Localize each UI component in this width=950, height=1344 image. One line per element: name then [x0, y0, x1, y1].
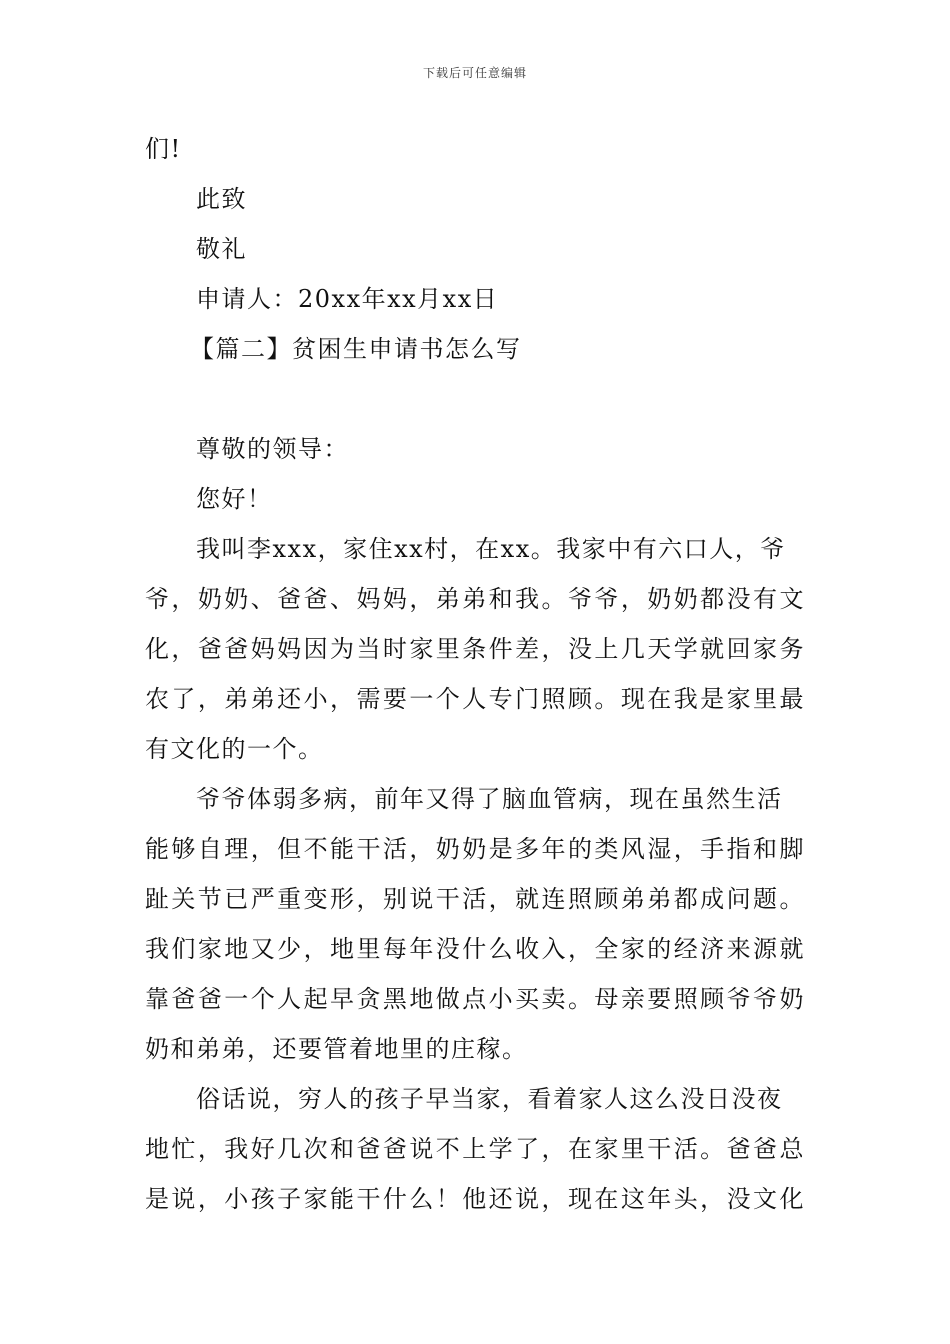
greeting-line: 尊敬的领导： [196, 435, 349, 463]
paragraph-line: 我们家地又少，地里每年没什么收入，全家的经济来源就 [145, 935, 805, 963]
section-heading: 【篇二】贫困生申请书怎么写 [190, 335, 522, 363]
applicant-line: 申请人：20xx年xx月xx日 [196, 285, 499, 313]
paragraph-line: 农了，弟弟还小，需要一个人专门照顾。现在我是家里最 [145, 685, 805, 713]
paragraph-line: 爷爷体弱多病，前年又得了脑血管病，现在虽然生活 [196, 785, 783, 813]
paragraph-line: 化，爸爸妈妈因为当时家里条件差，没上几天学就回家务 [145, 635, 805, 663]
closing-line: 此致 [196, 185, 247, 213]
page-header: 下载后可任意编辑 [422, 66, 527, 80]
paragraph-line: 能够自理，但不能干活，奶奶是多年的类风湿，手指和脚 [145, 835, 805, 863]
paragraph-line: 我叫李xxx，家住xx村，在xx。我家中有六口人，爷 [196, 535, 786, 563]
text-line: 们! [145, 135, 182, 163]
greeting-line: 您好！ [196, 485, 273, 513]
salutation-line: 敬礼 [196, 235, 247, 263]
paragraph-line: 地忙，我好几次和爸爸说不上学了，在家里干活。爸爸总 [145, 1135, 805, 1163]
paragraph-line: 爷，奶奶、爸爸、妈妈，弟弟和我。爷爷，奶奶都没有文 [145, 585, 805, 613]
paragraph-line: 有文化的一个。 [145, 735, 324, 763]
paragraph-line: 趾关节已严重变形，别说干活，就连照顾弟弟都成问题。 [145, 885, 805, 913]
paragraph-line: 是说，小孩子家能干什么！他还说，现在这年头，没文化 [145, 1185, 805, 1213]
paragraph-line: 靠爸爸一个人起早贪黑地做点小买卖。母亲要照顾爷爷奶 [145, 985, 805, 1013]
paragraph-line: 奶和弟弟，还要管着地里的庄稼。 [145, 1035, 528, 1063]
paragraph-line: 俗话说，穷人的孩子早当家，看着家人这么没日没夜 [196, 1085, 783, 1113]
